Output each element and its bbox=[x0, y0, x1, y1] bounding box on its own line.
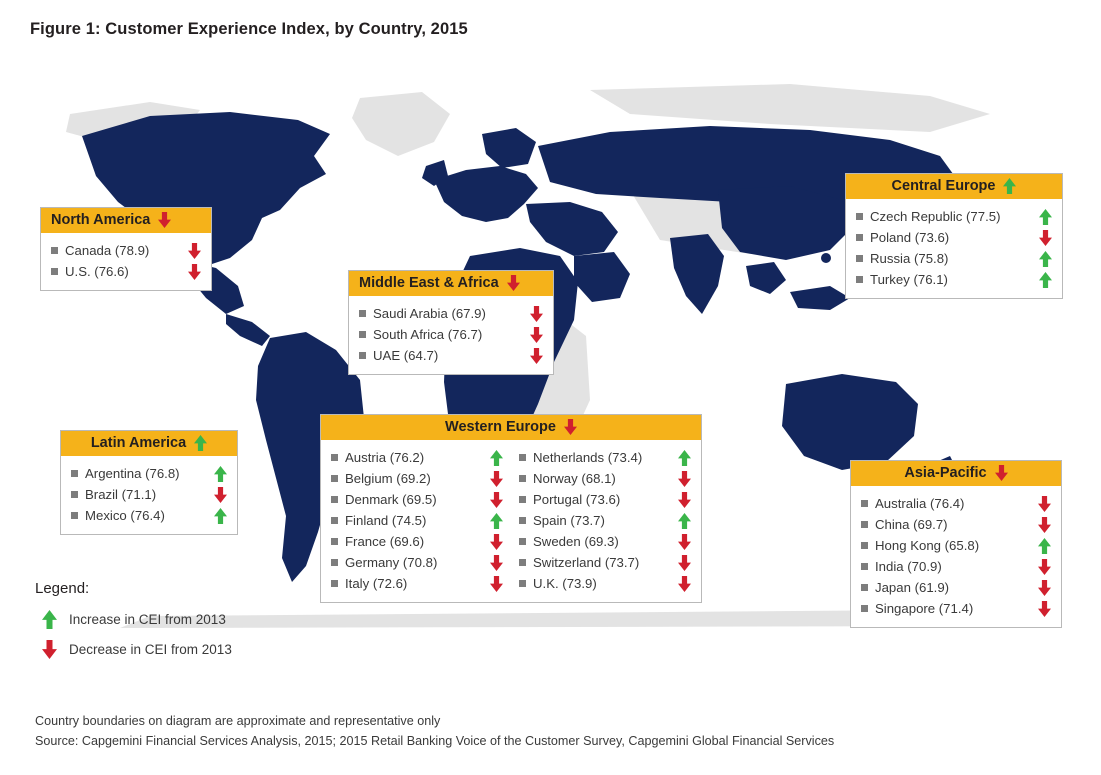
legend-title: Legend: bbox=[35, 580, 90, 597]
bullet-icon bbox=[861, 605, 868, 612]
list-item[interactable] bbox=[71, 463, 227, 484]
country-label: Japan (61.9) bbox=[875, 579, 950, 595]
trend-arrow-down-icon bbox=[678, 534, 691, 550]
country-label: Portugal (73.6) bbox=[533, 491, 621, 507]
country-label: Argentina (76.8) bbox=[85, 465, 180, 481]
list-item[interactable] bbox=[861, 493, 1051, 514]
bullet-icon bbox=[519, 580, 526, 587]
list-item[interactable] bbox=[359, 303, 543, 324]
trend-arrow-down-icon bbox=[1038, 580, 1051, 596]
trend-arrow-down-icon bbox=[490, 492, 503, 508]
list-item[interactable] bbox=[856, 227, 1052, 248]
trend-arrow-down-icon bbox=[188, 243, 201, 259]
trend-arrow-down-icon bbox=[1038, 496, 1051, 512]
country-label: France (69.6) bbox=[345, 533, 425, 549]
bullet-icon bbox=[861, 521, 868, 528]
region-trend-arrow-down-icon bbox=[564, 419, 577, 435]
region-trend-arrow-down-icon bbox=[995, 465, 1008, 481]
list-item[interactable] bbox=[856, 206, 1052, 227]
trend-arrow-up-icon bbox=[1039, 209, 1052, 225]
list-item[interactable] bbox=[861, 514, 1051, 535]
trend-arrow-up-icon bbox=[490, 513, 503, 529]
trend-arrow-up-icon bbox=[214, 466, 227, 482]
footnotes bbox=[35, 712, 1055, 751]
trend-arrow-down-icon bbox=[530, 327, 543, 343]
country-label: Switzerland (73.7) bbox=[533, 554, 640, 570]
bullet-icon bbox=[359, 352, 366, 359]
country-label: UAE (64.7) bbox=[373, 347, 439, 363]
country-label: Germany (70.8) bbox=[345, 554, 438, 570]
bullet-icon bbox=[331, 538, 338, 545]
list-item[interactable] bbox=[861, 556, 1051, 577]
entry-column-left bbox=[331, 447, 503, 594]
trend-arrow-down-icon bbox=[678, 555, 691, 571]
entry-column bbox=[856, 206, 1052, 290]
list-item[interactable] bbox=[861, 535, 1051, 556]
callout-middle-east-africa[interactable] bbox=[348, 270, 554, 375]
trend-arrow-down-icon bbox=[1038, 517, 1051, 533]
trend-arrow-down-icon bbox=[678, 576, 691, 592]
list-item[interactable] bbox=[519, 510, 691, 531]
trend-arrow-down-icon bbox=[1038, 559, 1051, 575]
country-label: Italy (72.6) bbox=[345, 575, 408, 591]
region-title: Middle East & Africa bbox=[359, 275, 499, 291]
trend-arrow-down-icon bbox=[1038, 601, 1051, 617]
entry-column bbox=[861, 493, 1051, 619]
bullet-icon bbox=[519, 454, 526, 461]
country-label: Spain (73.7) bbox=[533, 512, 605, 528]
callout-header-central-europe bbox=[846, 174, 1062, 199]
footnote-boundaries: Country boundaries on diagram are approximate and representative only bbox=[35, 714, 441, 728]
country-label: India (70.9) bbox=[875, 558, 942, 574]
legend-label: Decrease in CEI from 2013 bbox=[69, 642, 232, 657]
list-item[interactable] bbox=[331, 531, 503, 552]
bullet-icon bbox=[71, 470, 78, 477]
trend-arrow-down-icon bbox=[188, 264, 201, 280]
bullet-icon bbox=[331, 496, 338, 503]
list-item[interactable] bbox=[519, 531, 691, 552]
country-label: Belgium (69.2) bbox=[345, 470, 431, 486]
bullet-icon bbox=[331, 475, 338, 482]
bullet-icon bbox=[51, 247, 58, 254]
callout-header-latin-america bbox=[61, 431, 237, 456]
trend-arrow-up-icon bbox=[35, 610, 63, 629]
country-label: Russia (75.8) bbox=[870, 250, 949, 266]
entry-column bbox=[71, 463, 227, 526]
region-trend-arrow-up-icon bbox=[1003, 178, 1016, 194]
trend-arrow-up-icon bbox=[1038, 538, 1051, 554]
country-label: Canada (78.9) bbox=[65, 242, 150, 258]
callout-header-north-america bbox=[41, 208, 211, 233]
list-item[interactable] bbox=[861, 598, 1051, 619]
callout-body-central-europe bbox=[846, 199, 1062, 298]
list-item[interactable] bbox=[71, 484, 227, 505]
list-item[interactable] bbox=[856, 269, 1052, 290]
country-label: Hong Kong (65.8) bbox=[875, 537, 980, 553]
country-label: Netherlands (73.4) bbox=[533, 449, 643, 465]
bullet-icon bbox=[856, 255, 863, 262]
list-item[interactable] bbox=[856, 248, 1052, 269]
trend-arrow-up-icon bbox=[678, 513, 691, 529]
list-item[interactable] bbox=[331, 447, 503, 468]
country-label: Poland (73.6) bbox=[870, 229, 950, 245]
country-label: Australia (76.4) bbox=[875, 495, 965, 511]
trend-arrow-up-icon bbox=[1039, 251, 1052, 267]
country-label: U.K. (73.9) bbox=[533, 575, 597, 591]
trend-arrow-down-icon bbox=[214, 487, 227, 503]
bullet-icon bbox=[519, 538, 526, 545]
bullet-icon bbox=[861, 500, 868, 507]
callout-header-western-europe bbox=[321, 415, 701, 440]
bullet-icon bbox=[861, 542, 868, 549]
country-label: Finland (74.5) bbox=[345, 512, 427, 528]
callout-latin-america[interactable] bbox=[60, 430, 238, 535]
footnote-source: Source: Capgemini Financial Services Analysis, 2015; 2015 Retail Banking Voice of the Customer Survey, Capgemini Global Financial Services bbox=[35, 733, 835, 748]
callout-asia-pacific[interactable] bbox=[850, 460, 1062, 628]
list-item[interactable] bbox=[861, 577, 1051, 598]
trend-arrow-down-icon bbox=[1039, 230, 1052, 246]
list-item[interactable] bbox=[331, 510, 503, 531]
bullet-icon bbox=[519, 475, 526, 482]
entry-column bbox=[359, 303, 543, 366]
country-label: Singapore (71.4) bbox=[875, 600, 974, 616]
bullet-icon bbox=[331, 454, 338, 461]
list-item[interactable] bbox=[331, 489, 503, 510]
list-item[interactable] bbox=[359, 324, 543, 345]
list-item[interactable] bbox=[359, 345, 543, 366]
callout-body-western-europe bbox=[321, 440, 701, 602]
list-item[interactable] bbox=[519, 573, 691, 594]
country-label: Turkey (76.1) bbox=[870, 271, 948, 287]
callout-body-north-america bbox=[41, 233, 211, 290]
bullet-icon bbox=[51, 268, 58, 275]
callout-body-latin-america bbox=[61, 456, 237, 534]
trend-arrow-down-icon bbox=[490, 576, 503, 592]
bullet-icon bbox=[359, 310, 366, 317]
region-title: Western Europe bbox=[445, 419, 556, 435]
bullet-icon bbox=[856, 276, 863, 283]
entry-column bbox=[51, 240, 201, 282]
list-item[interactable] bbox=[51, 240, 201, 261]
country-label: Denmark (69.5) bbox=[345, 491, 437, 507]
trend-arrow-down-icon bbox=[678, 471, 691, 487]
bullet-icon bbox=[519, 559, 526, 566]
list-item[interactable] bbox=[71, 505, 227, 526]
list-item[interactable] bbox=[519, 468, 691, 489]
trend-arrow-down-icon bbox=[530, 348, 543, 364]
trend-arrow-down-icon bbox=[530, 306, 543, 322]
bullet-icon bbox=[71, 491, 78, 498]
list-item[interactable] bbox=[519, 552, 691, 573]
bullet-icon bbox=[331, 517, 338, 524]
country-label: Sweden (69.3) bbox=[533, 533, 619, 549]
region-title: North America bbox=[51, 212, 151, 228]
country-label: Norway (68.1) bbox=[533, 470, 616, 486]
region-trend-arrow-down-icon bbox=[507, 275, 520, 291]
trend-arrow-down-icon bbox=[490, 471, 503, 487]
callout-body-middle-east-africa bbox=[349, 296, 553, 374]
region-trend-arrow-up-icon bbox=[194, 435, 207, 451]
list-item[interactable] bbox=[331, 468, 503, 489]
country-label: China (69.7) bbox=[875, 516, 948, 532]
region-trend-arrow-down-icon bbox=[158, 212, 171, 228]
page-title: Figure 1: Customer Experience Index, by Country, 2015 bbox=[30, 20, 468, 38]
trend-arrow-up-icon bbox=[214, 508, 227, 524]
country-label: Czech Republic (77.5) bbox=[870, 208, 1001, 224]
legend-item-decrease bbox=[35, 640, 365, 659]
bullet-icon bbox=[359, 331, 366, 338]
callout-header-asia-pacific bbox=[851, 461, 1061, 486]
legend bbox=[35, 580, 365, 670]
region-title: Asia-Pacific bbox=[904, 465, 987, 481]
list-item[interactable] bbox=[519, 489, 691, 510]
callout-north-america[interactable] bbox=[40, 207, 212, 291]
country-label: Saudi Arabia (67.9) bbox=[373, 305, 486, 321]
trend-arrow-up-icon bbox=[1039, 272, 1052, 288]
country-label: Brazil (71.1) bbox=[85, 486, 157, 502]
callout-central-europe[interactable] bbox=[845, 173, 1063, 299]
entry-columns bbox=[331, 447, 691, 594]
list-item[interactable] bbox=[331, 552, 503, 573]
list-item[interactable] bbox=[51, 261, 201, 282]
bullet-icon bbox=[861, 584, 868, 591]
entry-column-right bbox=[519, 447, 691, 594]
trend-arrow-down-icon bbox=[490, 534, 503, 550]
trend-arrow-down-icon bbox=[35, 640, 63, 659]
region-title: Latin America bbox=[90, 435, 187, 451]
bullet-icon bbox=[856, 213, 863, 220]
country-label: Austria (76.2) bbox=[345, 449, 425, 465]
list-item[interactable] bbox=[519, 447, 691, 468]
callout-body-asia-pacific bbox=[851, 486, 1061, 627]
country-label: U.S. (76.6) bbox=[65, 263, 129, 279]
trend-arrow-down-icon bbox=[678, 492, 691, 508]
entry-columns bbox=[51, 240, 201, 282]
trend-arrow-down-icon bbox=[490, 555, 503, 571]
bullet-icon bbox=[519, 496, 526, 503]
trend-arrow-up-icon bbox=[678, 450, 691, 466]
bullet-icon bbox=[519, 517, 526, 524]
legend-label: Increase in CEI from 2013 bbox=[69, 612, 226, 627]
callout-header-middle-east-africa bbox=[349, 271, 553, 296]
legend-item-increase bbox=[35, 610, 365, 629]
callout-western-europe[interactable] bbox=[320, 414, 702, 603]
bullet-icon bbox=[861, 563, 868, 570]
country-label: South Africa (76.7) bbox=[373, 326, 483, 342]
country-label: Mexico (76.4) bbox=[85, 507, 165, 523]
bullet-icon bbox=[331, 559, 338, 566]
trend-arrow-up-icon bbox=[490, 450, 503, 466]
bullet-icon bbox=[856, 234, 863, 241]
bullet-icon bbox=[71, 512, 78, 519]
region-title: Central Europe bbox=[891, 178, 996, 194]
